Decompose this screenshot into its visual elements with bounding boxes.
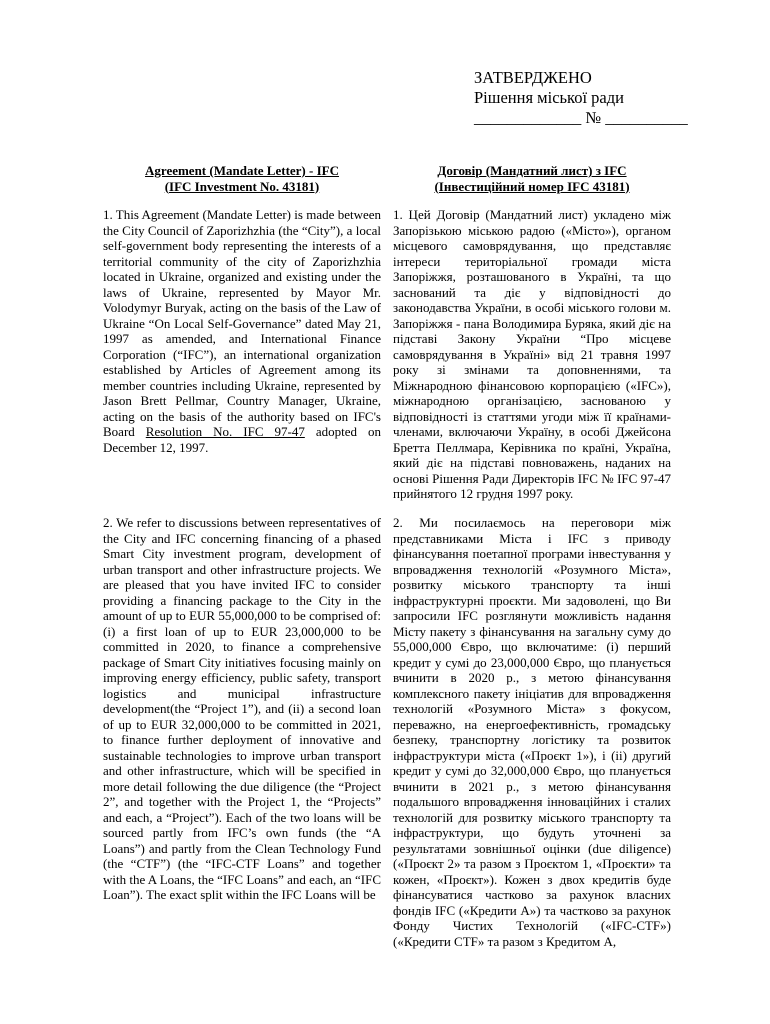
ukrainian-title <box>393 163 671 194</box>
english-title <box>103 163 381 194</box>
ukrainian-title-line-2: (Інвестиційний номер IFC 43181) <box>434 178 630 194</box>
english-paragraph-1-end: adopted on December 12, 1997. <box>103 424 381 455</box>
resolution-reference: Resolution No. IFC 97-47 <box>145 424 305 439</box>
english-paragraph-1-text: 1. This Agreement (Mandate Letter) is made between the City Council of Zaporizhzhia (the “City”), a local self-government body representing the interests of a territorial community of the city of Zaporizhzhia located in Ukraine, organized and existing under the laws of Ukraine, represented by Mayor Mr. Volodymyr Buryak, acting on the basis of the Law of Ukraine “On Local Self-Governance” dated May 21, 1997 as amended, and International Finance Corporation (“IFC”), an international organization established by Articles of Agreement among its member countries including Ukraine, represented by Jason Brett Pellmar, Country Manager, Ukraine, acting on the basis of the authority based on IFC's Board <box>103 207 381 439</box>
english-title-line-2: (IFC Investment No. 43181) <box>164 178 320 194</box>
ukrainian-paragraph-2: 2. Ми посилаємось на переговори між представниками Міста і IFC з приводу фінансування поетапної програми інвестування у впровадження технологій «Розумного Міста», розвитку міського транспорту та інші інфраструктурні проєкти. Ми задоволені, що Ви запросили IFC розглянути можливість надання Місту пакету з фінансування на загальну суму до 55,000,000 Євро, що включатиме: (і) перший кредит у сумі до 23,000,000 Євро, що планується вчинити в 2020 р., з метою фінансування комплексного пакету ініціатив для впровадження технологій «Розумного Міста» з фокусом, переважно, на енергоефективність, громадську безпеку, транспортну логістику та розвиток інфраструктури міста («Проєкт 1»), і (іі) другий кредит у сумі до 32,000,000 Євро, що планується вчинити в 2021 р., з метою фінансування подальшого впровадження інноваційних і сталих технологій для розвитку міського транспорту та інфраструктури, що будуть уточнені за результатами зовнішньої оцінки (due diligence) («Проєкт 2» та разом з Проєктом 1, «Проєкти» та кожен, «Проєкт»). Кожен з двох кредитів буде фінансуватися частково за рахунок власних фондів IFC («Кредити А») та частково за рахунок Фонду Чистих Технологій («IFC-CTF») («Кредити CTF» та разом з Кредитом А, <box>393 515 671 949</box>
council-decision-label: Рішення міської ради <box>474 88 624 107</box>
approved-label: ЗАТВЕРДЖЕНО <box>474 68 592 87</box>
english-paragraph-2: 2. We refer to discussions between representatives of the City and IFC concerning financing of a phased Smart City investment program, development of urban transport and other infrastructure projects. We are pleased that you have invited IFC to consider providing a financing package to the City in the amount of up to EUR 55,000,000 to be comprised of: (i) a first loan of up to EUR 23,000,000 to be committed in 2020, to finance a comprehensive package of Smart City initiatives focusing mainly on improving energy efficiency, public safety, transport logistics and municipal infrastructure development(the “Project 1”), and (ii) a second loan of up to EUR 32,000,000 to be committed in 2021, to finance further deployment of innovative and sustainable technologies to improve urban transport and other infrastructure, which will be specified in more detail following the due diligence (the “Project 2”, and together with the Project 1, the “Projects” and each, a “Project”). Each of the two loans will be sourced partly from IFC’s own funds (the “A Loans”) and partly from the Clean Technology Fund (the “CTF”) (the “IFC-CTF Loans” and together with the A Loans, the “IFC Loans” and each, an “IFC Loan”). The exact split within the IFC Loans will be <box>103 515 381 902</box>
approval-stamp <box>474 68 754 128</box>
english-title-line-1: Agreement (Mandate Letter) - IFC <box>145 163 339 178</box>
decision-number-line: _____________ № __________ <box>474 108 688 127</box>
ukrainian-title-line-1: Договір (Мандатний лист) з IFC <box>437 163 627 178</box>
english-paragraph-1 <box>103 207 381 455</box>
ukrainian-paragraph-1: 1. Цей Договір (Мандатний лист) укладено між Запорізькою міською радою («Місто»), органом місцевого самоврядування, що представляє інтереси територіальної громади міста Запоріжжя, розташованого в Україні, та що заснований та діє у відповідності до законодавства України, в особі міського голови м. Запоріжжя - пана Володимира Буряка, який діє на підставі Закону України “Про місцеве самоврядування в Україні» від 21 травня 1997 року зі змінами та доповненнями, та Міжнародною фінансовою корпорацією («IFC»), міжнародною організацією, заснованою у відповідності із статтями угоди між її країнами-членами, включаючи Україну, в особі Джейсона Бретта Пеллмара, Керівника по країні, Україна, який діє на підставі повноважень, наданих на основі Рішення Ради Директорів IFC № IFC 97-47 прийнятого 12 грудня 1997 року. <box>393 207 671 501</box>
